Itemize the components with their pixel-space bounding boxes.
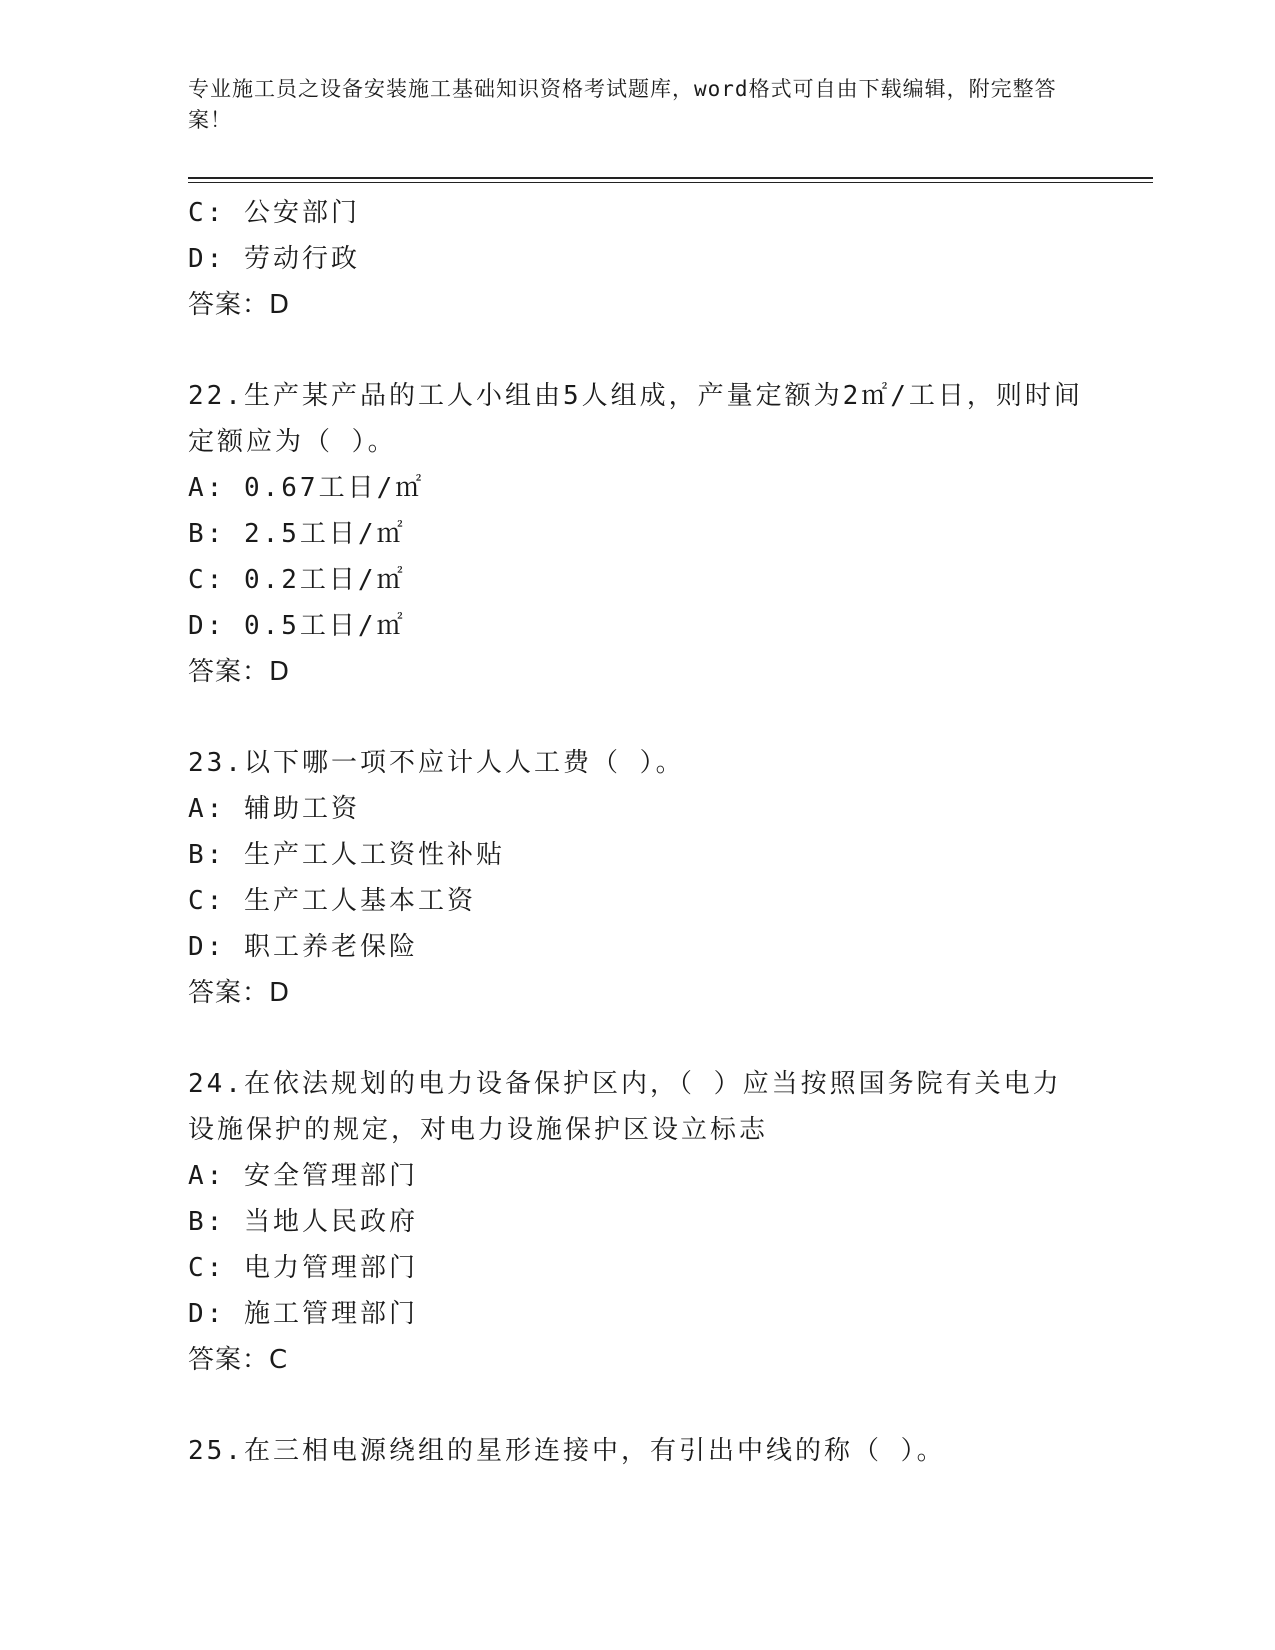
option-d: D: 施工管理部门 — [188, 1299, 418, 1329]
answer-line: 答案：D — [188, 978, 291, 1008]
question-22-text: 22.生产某产品的工人小组由5人组成，产量定额为2㎡/工日，则时间 定额应为（ ）。 — [188, 381, 1083, 457]
option-b: B: 当地人民政府 — [188, 1207, 418, 1237]
answer-line: 答案：D — [188, 657, 291, 687]
question-content — [188, 190, 1088, 1474]
document-header: 专业施工员之设备安装施工基础知识资格考试题库，word格式可自由下载编辑，附完整答案！ — [188, 77, 1057, 132]
header-rule-thin — [188, 182, 1153, 183]
option-a: A: 0.67工日/㎡ — [188, 473, 425, 503]
question-23-text: 23.以下哪一项不应计人人工费（ ）。 — [188, 748, 685, 778]
header-rule-thick — [188, 177, 1153, 179]
option-c: C: 0.2工日/㎡ — [188, 565, 406, 595]
option-a: A: 辅助工资 — [188, 794, 360, 824]
option-d: D: 职工养老保险 — [188, 932, 418, 962]
option-d: D: 0.5工日/㎡ — [188, 611, 406, 641]
option-c: C: 公安部门 — [188, 198, 360, 228]
option-d: D: 劳动行政 — [188, 244, 360, 274]
option-b: B: 生产工人工资性补贴 — [188, 840, 505, 870]
answer-line: 答案：C — [188, 1345, 289, 1375]
option-b: B: 2.5工日/㎡ — [188, 519, 406, 549]
question-25-text: 25.在三相电源绕组的星形连接中，有引出中线的称（ ）。 — [188, 1436, 946, 1466]
answer-line: 答案：D — [188, 290, 291, 320]
option-a: A: 安全管理部门 — [188, 1161, 418, 1191]
option-c: C: 电力管理部门 — [188, 1253, 418, 1283]
option-c: C: 生产工人基本工资 — [188, 886, 476, 916]
question-24-text: 24.在依法规划的电力设备保护区内，（ ）应当按照国务院有关电力 设施保护的规定，对电力设施保护区设立标志 — [188, 1069, 1062, 1145]
